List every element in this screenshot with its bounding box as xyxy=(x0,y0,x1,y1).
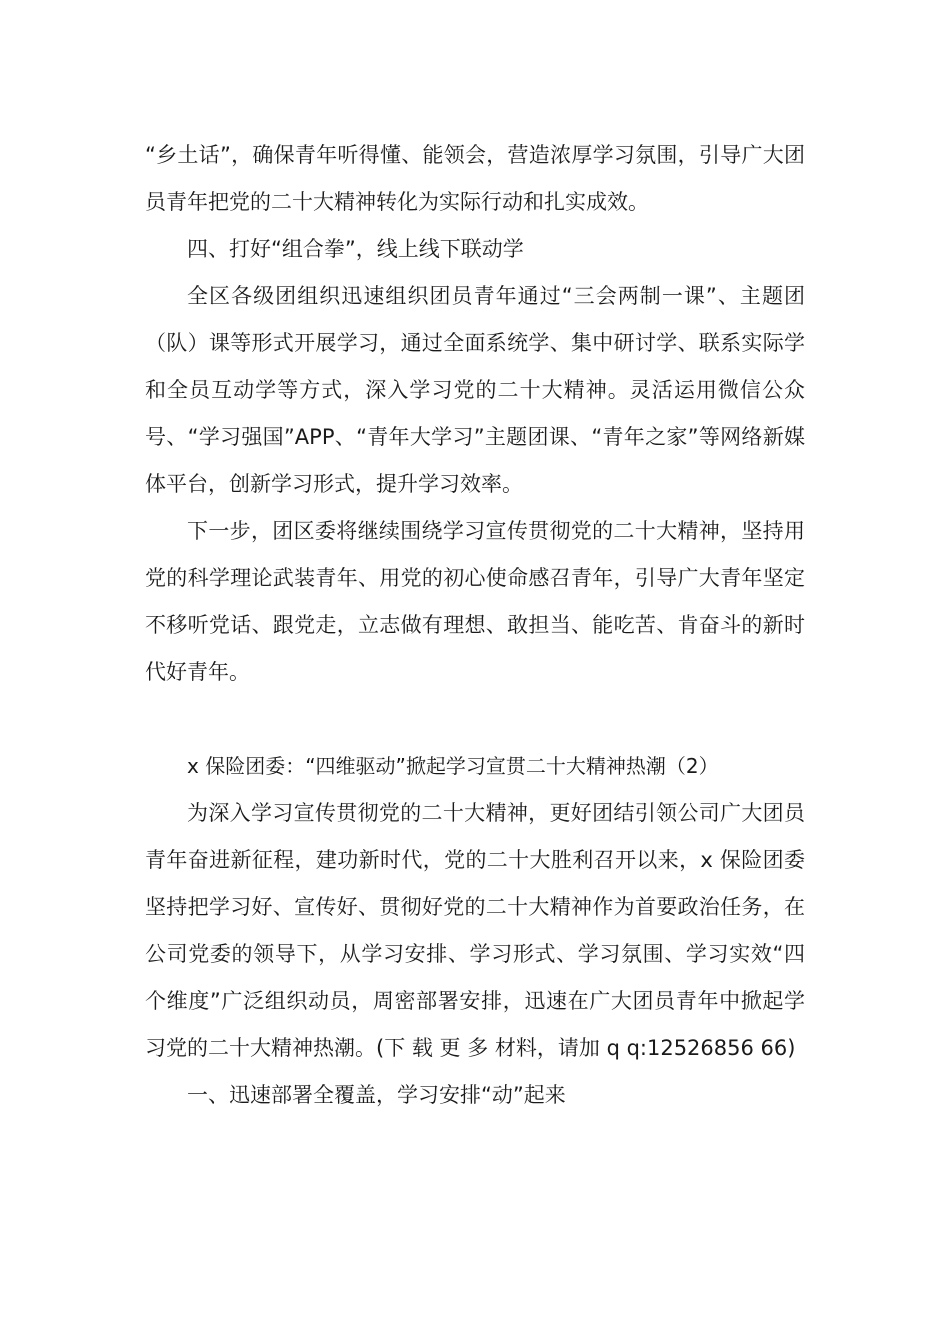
blank-line xyxy=(145,696,805,743)
paragraph-intro: 为深入学习宣传贯彻党的二十大精神，更好团结引领公司广大团员青年奋进新征程，建功新时代，党的二十大胜利召开以来，x 保险团委坚持把学习好、宣传好、贯彻好党的二十大精神作为首要政治任务，在公司党委的领导下，从学习安排、学习形式、学习氛围、学习实效“四个维度”广泛组织动员，周密部署安排，迅速在广大团员青年中掀起学习党的二十大精神热潮。(下 载 更 多 材料，请加 q q:12526856 66) xyxy=(145,801,805,1060)
section-heading-four: 四、打好“组合拳”，线上线下联动学 xyxy=(187,237,524,261)
paragraph-online-offline: 全区各级团组织迅速组织团员青年通过“三会两制一课”、主题团（队）课等形式开展学习，通过全面系统学、集中研讨学、联系实际学和全员互动学等方式，深入学习党的二十大精神。灵活运用微信公众号、“学习强国”APP、“青年大学习”主题团课、“青年之家”等网络新媒体平台，创新学习形式，提升学习效率。 xyxy=(145,284,805,496)
document-page xyxy=(145,132,805,1119)
paragraph-continuation: “乡土话”，确保青年听得懂、能领会，营造浓厚学习氛围，引导广大团员青年把党的二十大精神转化为实际行动和扎实成效。 xyxy=(145,143,805,214)
section-heading-one: 一、迅速部署全覆盖，学习安排“动”起来 xyxy=(187,1083,566,1107)
paragraph-next-step: 下一步，团区委将继续围绕学习宣传贯彻党的二十大精神，坚持用党的科学理论武装青年、用党的初心使命感召青年，引导广大青年坚定不移听党话、跟党走，立志做有理想、敢担当、能吃苦、肯奋斗的新时代好青年。 xyxy=(145,519,805,684)
article-title: x 保险团委：“四维驱动”掀起学习宣贯二十大精神热潮（2） xyxy=(187,754,719,778)
